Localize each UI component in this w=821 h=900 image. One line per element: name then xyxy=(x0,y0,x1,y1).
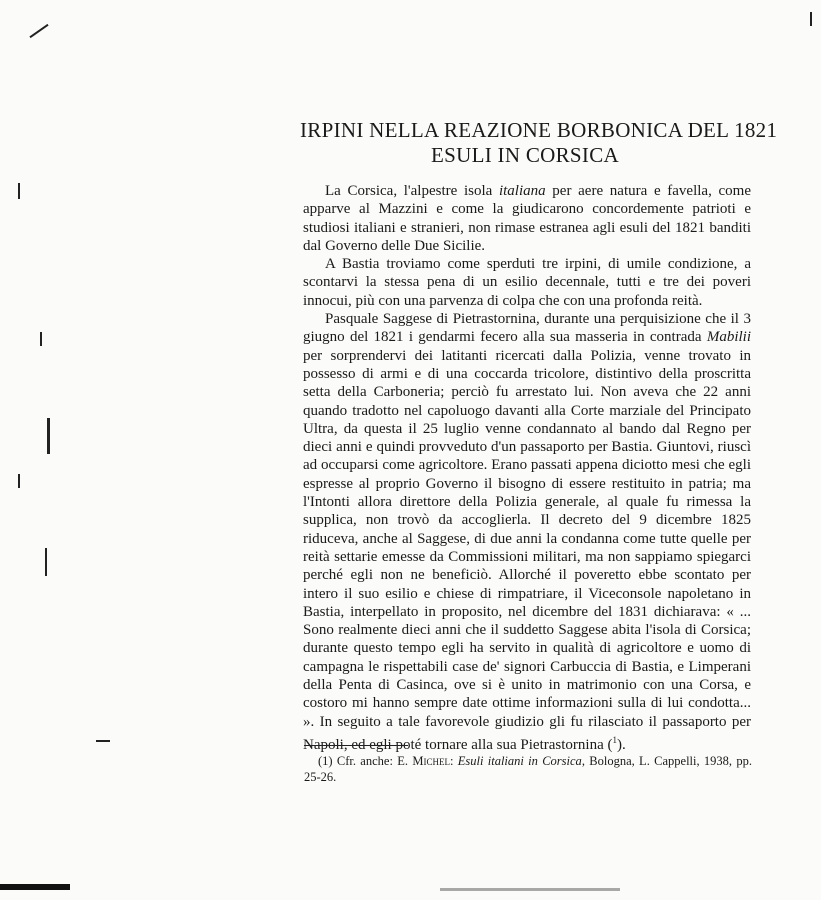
scan-mark xyxy=(47,418,50,454)
footnote-italic-title: Esuli italiani in Corsica xyxy=(457,754,582,768)
footnote-divider xyxy=(304,745,408,746)
scan-mark xyxy=(40,332,42,346)
title-line-2: ESULI IN CORSICA xyxy=(431,143,619,167)
footnote-text-c: , Bologna, L. Cappelli, 1938, pp. 25-26. xyxy=(304,754,752,784)
scan-mark xyxy=(45,548,47,576)
scan-mark xyxy=(96,740,110,742)
paragraph-1-italic: italiana xyxy=(498,183,546,199)
footnote-text-b: : xyxy=(449,754,458,768)
footnote-marker: (1) xyxy=(318,754,333,768)
scan-mark xyxy=(18,183,20,199)
paragraph-1 xyxy=(303,182,751,255)
page-title xyxy=(300,118,778,168)
scan-mark xyxy=(18,474,20,488)
scan-edge xyxy=(0,884,70,890)
footnote-text-a: Cfr. anche: E. xyxy=(332,754,413,768)
footnote-author: Michel xyxy=(412,754,450,768)
scan-mark xyxy=(810,12,812,26)
article-body xyxy=(303,182,751,754)
footnote-reference: 1 xyxy=(612,734,617,745)
paragraph-1-text-b: per aere natura e favella, come apparve al Mazzini e come la giudicarono concordemente patrioti e studiosi italiani e stranieri, non rimase estranea agli esuli del 1821 banditi dal Governo delle Due Sicilie. xyxy=(303,183,751,254)
paragraph-3-text-a: Pasquale Saggese di Pietrastornina, durante una perquisizione che il 3 giugno del 1821 i gendarmi fecero alla sua masseria in contrada xyxy=(303,311,751,346)
scan-edge xyxy=(440,888,620,891)
paragraph-2: A Bastia troviamo come sperduti tre irpini, di umile condizione, a scontarvi la stessa pena di un esilio decennale, tutti e tre dei poveri innocui, più con una parvenza di colpa che con una profonda reità. xyxy=(303,256,751,309)
paragraph-3-italic: Mabilii xyxy=(706,329,751,346)
footnote xyxy=(304,753,752,785)
paragraph-3 xyxy=(303,310,751,754)
paragraph-3-text-c: ). xyxy=(616,736,626,753)
paragraph-1-text-a: La Corsica, l'alpestre isola xyxy=(325,183,499,199)
title-line-1: IRPINI NELLA REAZIONE BORBONICA DEL 1821 xyxy=(300,118,778,142)
scan-mark xyxy=(29,24,48,38)
paragraph-3-text-b: per sorprendervi dei latitanti ricercati dalla Polizia, venne trovato in possesso di armi e di una coccarda tricolore, distintivo della proscritta setta della Carboneria; perciò fu arrestato lui. Non aveva che 22 anni quando tradotto nel capoluogo davanti alla Corte marziale del Principato Ultra, da questa il 25 luglio venne condannato al bando dal Regno per dieci anni e quindi provveduto d'un passaporto per Bastia. Giuntovi, riuscì ad occuparsi come agricoltore. Erano passati appena diciotto mesi che egli espresse al proprio Governo il bisogno di essere restituito in patria; ma l'Intonti allora direttore della Polizia generale, al quale fu rimessa la supplica, non trovò da accoglierla. Il decreto del 9 dicembre 1825 riduceva, anche al Saggese, di due anni la condanna come tutte quelle per reità settarie emesse da Commissioni militari, ma non sappiamo spiegarci perché egli non ne beneficiò. Allorché il poveretto ebbe scontato per intero il suo esilio e chiese di rimpatriare, il Viceconsole napoletano in Bastia, interpellato in proposito, nel dicembre del 1831 dichiarava: « ... Sono realmente dieci anni che il suddetto Saggese abita l'isola di Corsica; durante questo tempo egli ha servito in qualità di agricoltore e uomo di campagna le rispettabili case de' signori Carbuccia di Bastia, e Limperani della Penta di Casinca, ove si è unito in matrimonio con una Corsa, e costoro mi hanno sempre date ottime informazioni sulla di lui condotta... ». In seguito a tale favorevole giudizio gli fu rilasciato il passaporto per Napoli, ed egli poté tornare alla sua Pietrastornina ( xyxy=(303,347,751,753)
